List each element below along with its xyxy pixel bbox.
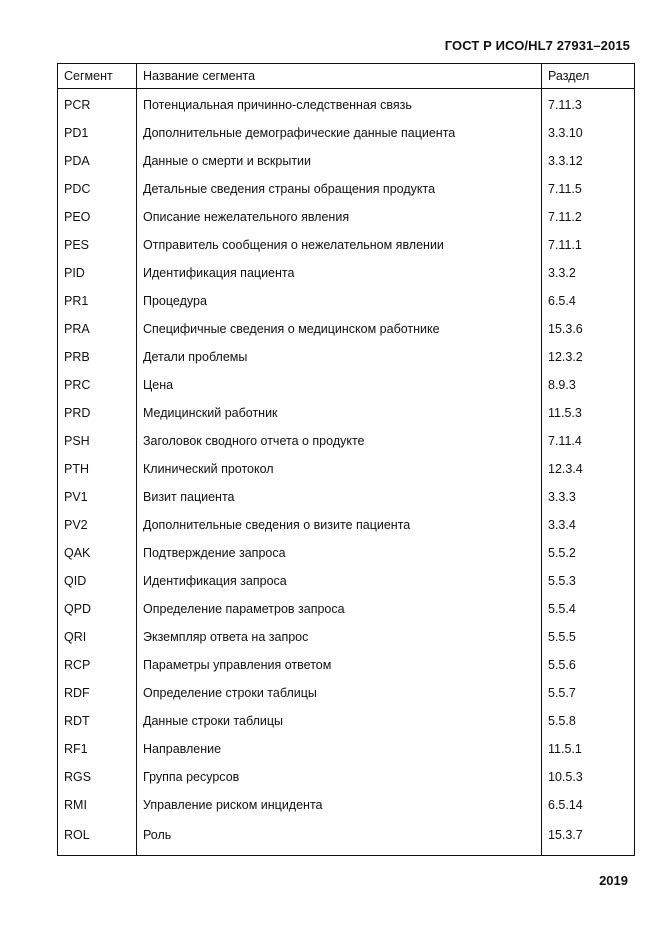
table-row [58,427,635,455]
section-number-cell: 3.3.3 [542,483,635,511]
document-standard-header: ГОСТ Р ИСО/HL7 27931–2015 [444,38,630,53]
table-row [58,231,635,259]
table-row [58,819,635,856]
section-number-cell: 7.11.1 [542,231,635,259]
segment-name-cell: Визит пациента [137,483,542,511]
section-number-cell: 15.3.7 [542,819,635,856]
segment-name-cell: Параметры управления ответом [137,651,542,679]
column-header-section: Раздел [542,64,635,89]
table-row [58,651,635,679]
segment-code-cell: RF1 [58,735,137,763]
segment-name-cell: Детальные сведения страны обращения продукта [137,175,542,203]
segment-code-cell: RDT [58,707,137,735]
segment-code-cell: PRC [58,371,137,399]
table-row [58,595,635,623]
segment-code-cell: RDF [58,679,137,707]
segment-name-cell: Определение строки таблицы [137,679,542,707]
section-number-cell: 6.5.4 [542,287,635,315]
section-number-cell: 3.3.4 [542,511,635,539]
segment-name-cell: Роль [137,819,542,856]
segment-name-cell: Дополнительные демографические данные пациента [137,119,542,147]
table-row [58,371,635,399]
table-row [58,735,635,763]
segment-name-cell: Данные о смерти и вскрытии [137,147,542,175]
section-number-cell: 6.5.14 [542,791,635,819]
segment-name-cell: Группа ресурсов [137,763,542,791]
section-number-cell: 12.3.4 [542,455,635,483]
section-number-cell: 7.11.3 [542,89,635,120]
table-row [58,567,635,595]
section-number-cell: 5.5.4 [542,595,635,623]
segment-code-cell: ROL [58,819,137,856]
section-number-cell: 3.3.2 [542,259,635,287]
segment-code-cell: PSH [58,427,137,455]
table-row [58,89,635,120]
table-row [58,203,635,231]
segment-code-cell: PEO [58,203,137,231]
segment-name-cell: Медицинский работник [137,399,542,427]
table-row [58,539,635,567]
section-number-cell: 7.11.4 [542,427,635,455]
table-row [58,707,635,735]
segment-name-cell: Описание нежелательного явления [137,203,542,231]
segment-name-cell: Подтверждение запроса [137,539,542,567]
section-number-cell: 5.5.8 [542,707,635,735]
segment-code-cell: PID [58,259,137,287]
segment-code-cell: PRA [58,315,137,343]
segment-code-cell: PR1 [58,287,137,315]
segment-code-cell: PDA [58,147,137,175]
segment-code-cell: PRB [58,343,137,371]
segment-name-cell: Заголовок сводного отчета о продукте [137,427,542,455]
segment-name-cell: Отправитель сообщения о нежелательном явлении [137,231,542,259]
segment-name-cell: Детали проблемы [137,343,542,371]
segment-name-cell: Определение параметров запроса [137,595,542,623]
table-row [58,399,635,427]
table-row [58,119,635,147]
segment-code-cell: PES [58,231,137,259]
table-row [58,679,635,707]
section-number-cell: 10.5.3 [542,763,635,791]
section-number-cell: 5.5.6 [542,651,635,679]
section-number-cell: 7.11.2 [542,203,635,231]
segment-table [57,63,635,856]
segment-name-cell: Данные строки таблицы [137,707,542,735]
section-number-cell: 11.5.3 [542,399,635,427]
segment-code-cell: RMI [58,791,137,819]
column-header-segment-name: Название сегмента [137,64,542,89]
table-row [58,455,635,483]
segment-code-cell: RCP [58,651,137,679]
segment-name-cell: Идентификация пациента [137,259,542,287]
table-row [58,315,635,343]
segment-code-cell: QID [58,567,137,595]
column-header-segment: Сегмент [58,64,137,89]
table-row [58,147,635,175]
section-number-cell: 5.5.5 [542,623,635,651]
section-number-cell: 3.3.10 [542,119,635,147]
table-body [58,89,635,856]
segment-code-cell: QAK [58,539,137,567]
segment-code-cell: PDC [58,175,137,203]
segment-name-cell: Специфичные сведения о медицинском работнике [137,315,542,343]
table-row [58,175,635,203]
segment-code-cell: PV2 [58,511,137,539]
segment-name-cell: Направление [137,735,542,763]
section-number-cell: 8.9.3 [542,371,635,399]
page-number: 2019 [599,873,628,888]
segment-name-cell: Потенциальная причинно-следственная связь [137,89,542,120]
table-row [58,287,635,315]
segment-code-cell: RGS [58,763,137,791]
section-number-cell: 3.3.12 [542,147,635,175]
segment-name-cell: Процедура [137,287,542,315]
table-row [58,259,635,287]
table-row [58,483,635,511]
segment-name-cell: Дополнительные сведения о визите пациента [137,511,542,539]
table-row [58,511,635,539]
table-header-row [58,64,635,89]
segment-code-cell: QPD [58,595,137,623]
segment-name-cell: Управление риском инцидента [137,791,542,819]
segment-code-cell: QRI [58,623,137,651]
segment-code-cell: PRD [58,399,137,427]
table-row [58,791,635,819]
section-number-cell: 11.5.1 [542,735,635,763]
segment-name-cell: Цена [137,371,542,399]
table-row [58,623,635,651]
segment-name-cell: Экземпляр ответа на запрос [137,623,542,651]
section-number-cell: 7.11.5 [542,175,635,203]
section-number-cell: 12.3.2 [542,343,635,371]
table-row [58,763,635,791]
segment-code-cell: PTH [58,455,137,483]
table-row [58,343,635,371]
segment-name-cell: Клинический протокол [137,455,542,483]
section-number-cell: 15.3.6 [542,315,635,343]
section-number-cell: 5.5.3 [542,567,635,595]
segment-name-cell: Идентификация запроса [137,567,542,595]
section-number-cell: 5.5.2 [542,539,635,567]
segment-code-cell: PV1 [58,483,137,511]
section-number-cell: 5.5.7 [542,679,635,707]
segment-code-cell: PCR [58,89,137,120]
segment-code-cell: PD1 [58,119,137,147]
